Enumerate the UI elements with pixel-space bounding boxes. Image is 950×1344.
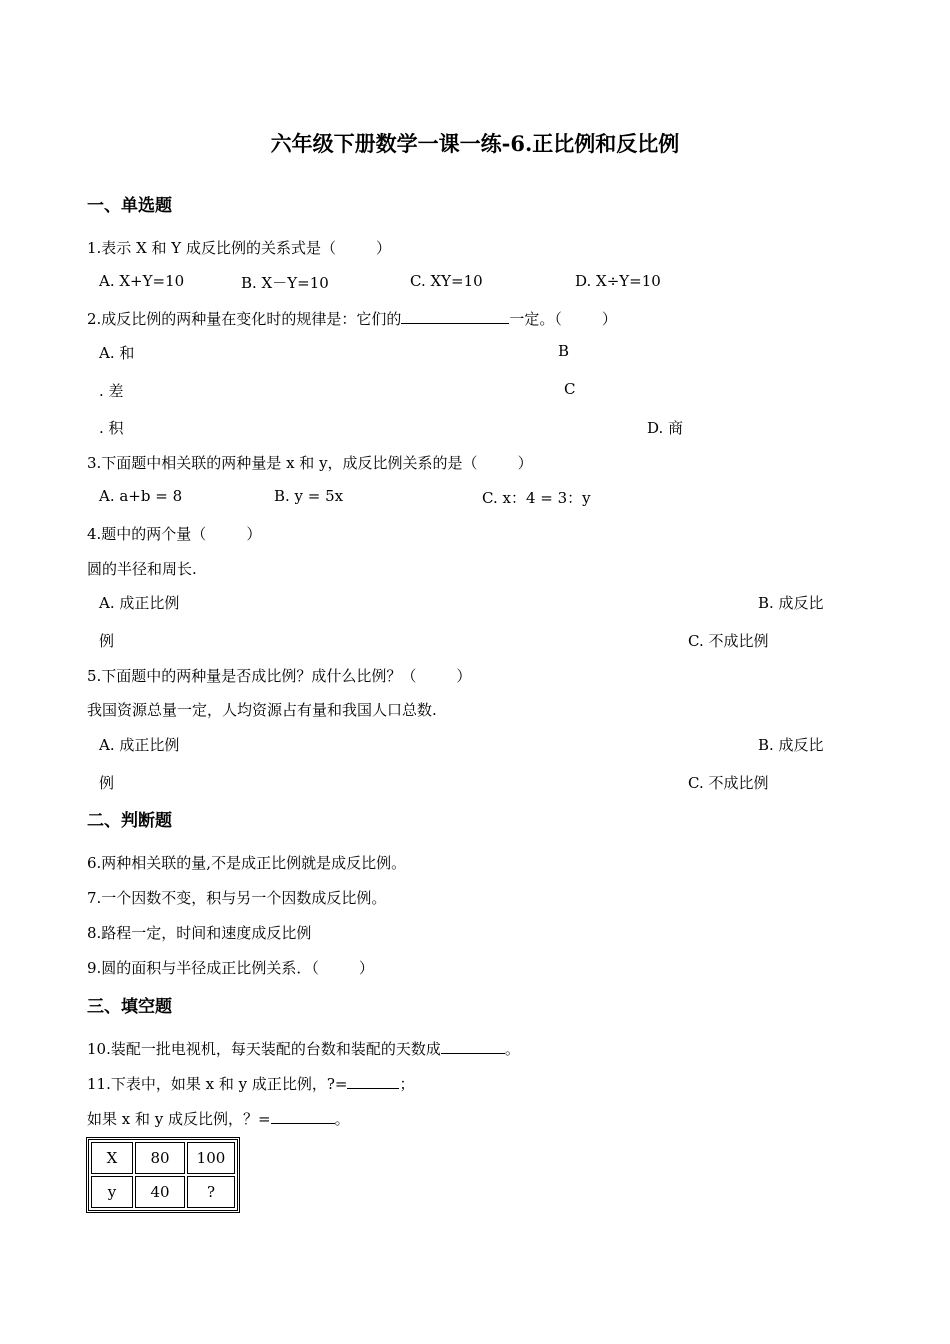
- question-1-close: ）: [375, 239, 391, 257]
- q4-option-c[interactable]: C. 不成比例: [688, 632, 769, 650]
- question-11-subtext: [87, 1108, 350, 1129]
- question-5-subtext: 我国资源总量一定，人均资源占有量和我国人口总数.: [87, 701, 437, 719]
- question-9-stem: 9.圆的面积与半径成正比例关系．（: [87, 959, 319, 977]
- question-7: 7.一个因数不变，积与另一个因数成反比例。: [87, 889, 387, 907]
- question-9: [87, 957, 374, 978]
- question-4-subtext: 圆的半径和周长.: [87, 560, 197, 578]
- q1-option-d[interactable]: D. X÷Y=10: [575, 272, 661, 290]
- q4-option-a[interactable]: A. 成正比例: [99, 594, 180, 612]
- question-10-end: 。: [504, 1040, 520, 1058]
- table-cell: y: [91, 1176, 133, 1208]
- question-11-end-2: 。: [334, 1110, 350, 1128]
- question-2-blank[interactable]: [401, 308, 509, 324]
- q3-option-a[interactable]: A. a+b = 8: [99, 487, 183, 505]
- section-heading-fill-in: 三、填空题: [87, 997, 172, 1017]
- section-heading-single-choice: 一、单选题: [87, 196, 172, 216]
- q1-option-c[interactable]: C. XY=10: [410, 272, 483, 290]
- question-5-stem: 5.下面题中的两种量是否成比例？成什么比例？（: [87, 667, 417, 685]
- question-10-stem: 10.装配一批电视机，每天装配的台数和装配的天数成: [87, 1040, 441, 1058]
- question-3-close: ）: [517, 454, 533, 472]
- q2-option-c-text[interactable]: . 积: [99, 419, 124, 437]
- question-11-end-1: ；: [399, 1075, 415, 1093]
- question-6: 6.两种相关联的量,不是成正比例就是成反比例。: [87, 854, 407, 872]
- question-10: [87, 1038, 520, 1059]
- question-3: [87, 452, 533, 473]
- q4-option-b-end[interactable]: 例: [99, 632, 115, 650]
- question-1: [87, 237, 391, 258]
- table-cell: ?: [187, 1176, 235, 1208]
- page-title: 六年级下册数学一课一练-6.正比例和反比例: [270, 131, 680, 156]
- q5-option-b-end[interactable]: 例: [99, 774, 115, 792]
- question-5-close: ）: [456, 667, 472, 685]
- q3-option-c[interactable]: C. x：4 = 3：y: [482, 489, 591, 507]
- question-4-stem: 4.题中的两个量（: [87, 525, 207, 543]
- question-11-stem: 11.下表中，如果 x 和 y 成正比例，?=: [87, 1075, 348, 1093]
- question-2-close: ）: [601, 310, 617, 328]
- question-4-close: ）: [246, 525, 262, 543]
- question-11-blank-2[interactable]: [271, 1108, 335, 1124]
- q2-option-d[interactable]: D. 商: [647, 419, 684, 437]
- question-10-blank[interactable]: [441, 1038, 505, 1054]
- question-11-sub: 如果 x 和 y 成反比例，？=: [87, 1110, 271, 1128]
- question-2-stem: 2.成反比例的两种量在变化时的规律是：它们的: [87, 310, 402, 328]
- q2-option-c-letter[interactable]: C: [564, 380, 576, 398]
- q5-option-a[interactable]: A. 成正比例: [99, 736, 180, 754]
- q5-option-b-start[interactable]: B. 成反比: [758, 736, 824, 754]
- question-1-stem: 1.表示 X 和 Y 成反比例的关系式是（: [87, 239, 336, 257]
- question-5: [87, 665, 471, 686]
- question-11-blank-1[interactable]: [347, 1073, 399, 1089]
- q5-option-c[interactable]: C. 不成比例: [688, 774, 769, 792]
- table-cell: 80: [135, 1142, 185, 1174]
- question-2-after: 一定。（: [509, 310, 562, 328]
- table-row: [91, 1142, 235, 1174]
- q2-option-b-text[interactable]: . 差: [99, 382, 124, 400]
- value-table: [86, 1137, 240, 1213]
- q2-option-a[interactable]: A. 和: [99, 344, 135, 362]
- q4-option-b-start[interactable]: B. 成反比: [758, 594, 824, 612]
- q2-option-b-letter[interactable]: B: [558, 342, 570, 360]
- question-11: [87, 1073, 415, 1094]
- table-cell: 100: [187, 1142, 235, 1174]
- q1-option-b[interactable]: B. X－Y=10: [241, 274, 329, 292]
- section-heading-true-false: 二、判断题: [87, 811, 172, 831]
- table-cell: X: [91, 1142, 133, 1174]
- question-3-stem: 3.下面题中相关联的两种量是 x 和 y，成反比例关系的是（: [87, 454, 478, 472]
- question-9-close: ）: [358, 959, 374, 977]
- table-cell: 40: [135, 1176, 185, 1208]
- question-4: [87, 523, 261, 544]
- question-8: 8.路程一定，时间和速度成反比例: [87, 924, 312, 942]
- table-row: [91, 1176, 235, 1208]
- q1-option-a[interactable]: A. X+Y=10: [99, 272, 185, 290]
- question-2: [87, 308, 617, 329]
- q3-option-b[interactable]: B. y = 5x: [274, 487, 344, 505]
